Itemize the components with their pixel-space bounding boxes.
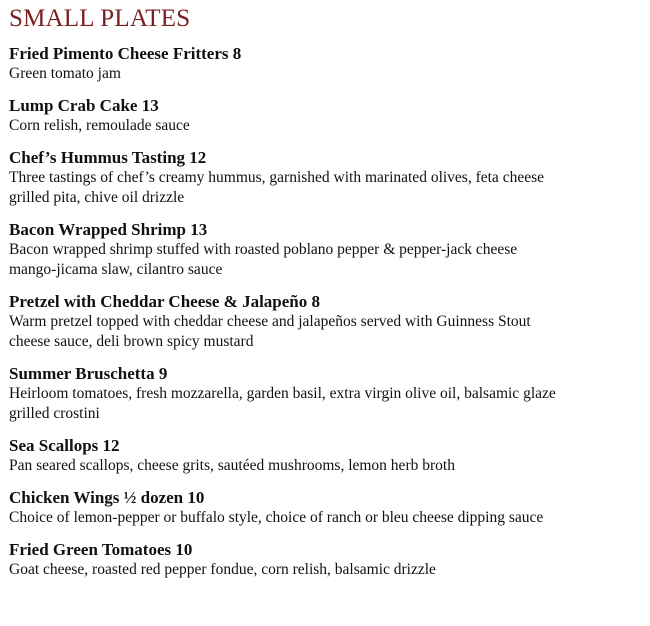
menu-item: [9, 436, 650, 476]
menu-item-description: Choice of lemon-pepper or buffalo style, choice of ranch or bleu cheese dipping sauce: [9, 509, 544, 526]
menu-item-name: Pretzel with Cheddar Cheese & Jalapeño 8: [9, 292, 321, 311]
menu-item-name: Bacon Wrapped Shrimp 13: [9, 220, 208, 239]
menu-item: [9, 488, 650, 528]
menu-item-description: Pan seared scallops, cheese grits, sautéed mushrooms, lemon herb broth: [9, 457, 455, 474]
menu-item-description: Goat cheese, roasted red pepper fondue, corn relish, balsamic drizzle: [9, 561, 436, 578]
menu-item-name: Lump Crab Cake 13: [9, 96, 159, 115]
menu-item-description: Warm pretzel topped with cheddar cheese and jalapeños served with Guinness Stout cheese sauce, deli brown spicy mustard: [9, 313, 531, 350]
menu-item: [9, 44, 650, 84]
menu-item-name: Fried Pimento Cheese Fritters 8: [9, 44, 242, 63]
menu-item-name: Summer Bruschetta 9: [9, 364, 168, 383]
menu-item-name: Sea Scallops 12: [9, 436, 120, 455]
menu-item-description: Green tomato jam: [9, 65, 121, 82]
menu-item: [9, 96, 650, 136]
menu-item-name: Chicken Wings ½ dozen 10: [9, 488, 205, 507]
menu-item: [9, 148, 650, 208]
menu-item-name: Fried Green Tomatoes 10: [9, 540, 193, 559]
menu-item: [9, 220, 650, 280]
menu-items-list: [9, 44, 650, 580]
menu-item: [9, 364, 650, 424]
menu-item: [9, 540, 650, 580]
menu-item-description: Three tastings of chef’s creamy hummus, garnished with marinated olives, feta cheese grilled pita, chive oil drizzle: [9, 169, 544, 206]
section-title: SMALL PLATES: [9, 5, 191, 32]
menu-item-description: Bacon wrapped shrimp stuffed with roasted poblano pepper & pepper-jack cheese mango-jicama slaw, cilantro sauce: [9, 241, 518, 278]
menu-item-description: Corn relish, remoulade sauce: [9, 117, 190, 134]
menu-item-name: Chef’s Hummus Tasting 12: [9, 148, 207, 167]
menu-item-description: Heirloom tomatoes, fresh mozzarella, garden basil, extra virgin olive oil, balsamic glaze grilled crostini: [9, 385, 556, 422]
menu-item: [9, 292, 650, 352]
